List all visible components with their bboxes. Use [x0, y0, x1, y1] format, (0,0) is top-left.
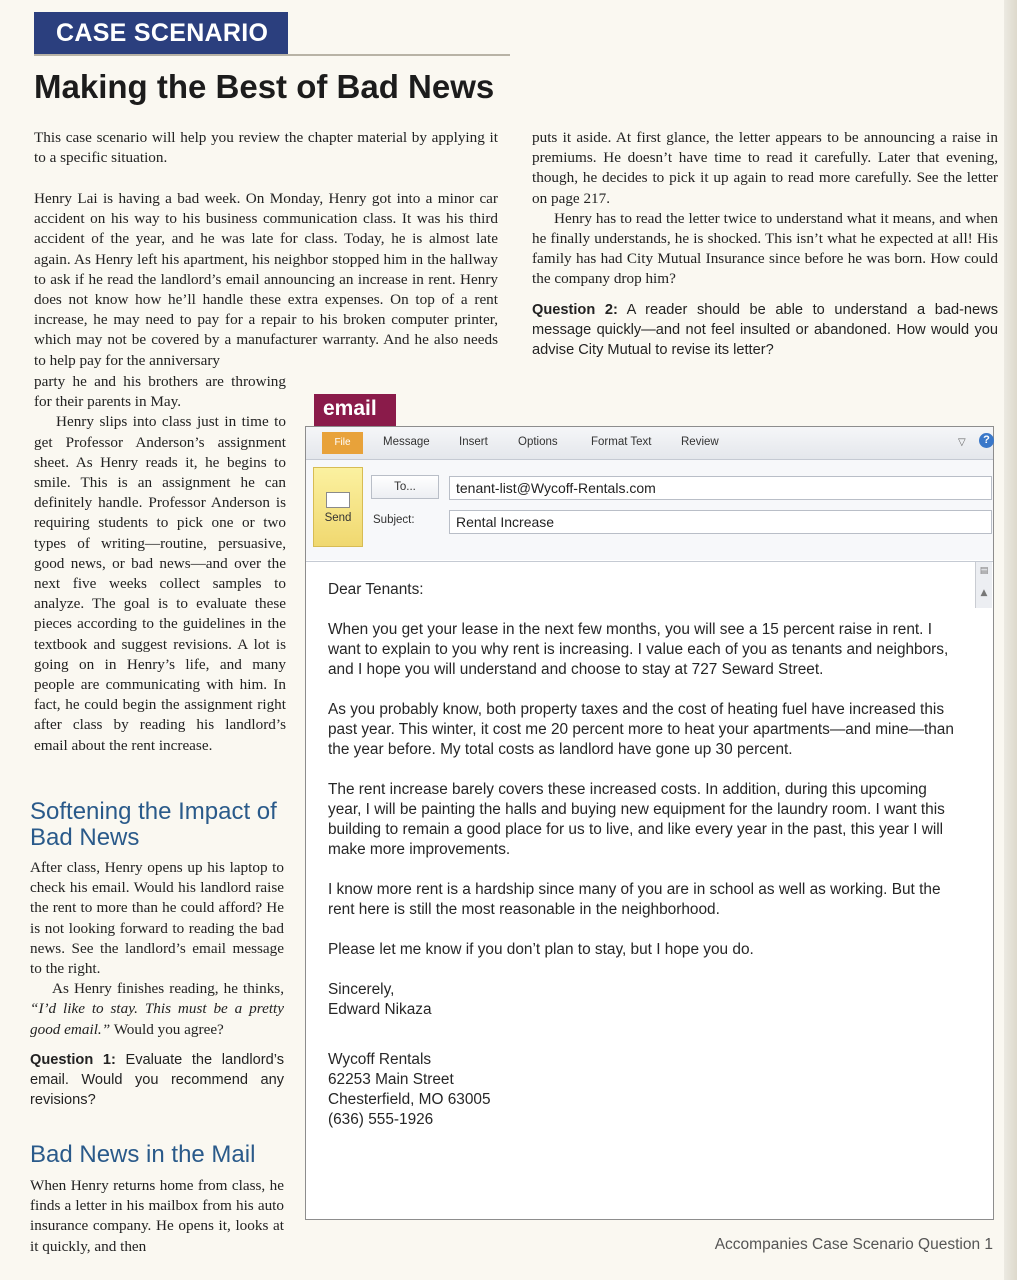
email-greeting: Dear Tenants: — [328, 581, 424, 598]
email-body — [328, 580, 958, 1130]
question-1: Question 1: Evaluate the landlord’s email. Would you recommend any revisions? — [30, 1052, 284, 1109]
envelope-icon — [326, 492, 350, 508]
header-divider — [306, 561, 993, 562]
heading-bad-news-mail: Bad News in the Mail — [30, 1141, 256, 1168]
figure-caption: Accompanies Case Scenario Question 1 — [714, 1236, 993, 1253]
email-figure-tab: email — [314, 394, 396, 426]
ribbon-tab-insert[interactable]: Insert — [459, 436, 488, 448]
left-paragraph-1: Henry Lai is having a bad week. On Monday, Henry got into a minor car accident on his way to his business communication class. It was his third accident of the year, and he was late for class. Today, he is almost late again. As Henry left his apartment, his neighbor stopped him in the hallway to ask if he read the landlord’s email announcing an increase in rent. Henry does not know how he’ll handle these extra expenses. On top of a rent increase, he may need to pay for a repair to his broken computer printer, which may not be covered by a manufacturer warranty. And he also needs to help pay for the anniversary — [34, 190, 498, 369]
left-paragraph-3: After class, Henry opens up his laptop to check his email. Would his landlord raise the rent to more than he could afford? He is not looking forward to reading the bad news. See the landlord’s email message to the right. — [30, 859, 284, 978]
question-2: Question 2: A reader should be able to understand a bad-news message quickly—and not feel insulted or abandoned. How would you advise City Mutual to revise its letter? — [532, 302, 998, 359]
to-button[interactable]: To... — [371, 475, 439, 499]
page-edge — [1004, 0, 1017, 1280]
ribbon-tab-options[interactable]: Options — [518, 436, 558, 448]
right-column — [532, 128, 998, 290]
left-paragraph-1b: party he and his brothers are throwing for their parents in May. — [34, 373, 286, 411]
signature-city: Chesterfield, MO 63005 — [328, 1091, 491, 1108]
to-field[interactable]: tenant-list@Wycoff-Rentals.com — [449, 476, 992, 500]
heading-softening-impact: Softening the Impact of Bad News — [30, 798, 277, 851]
attach-icon: ▤ — [979, 566, 989, 576]
ribbon-tab-format-text[interactable]: Format Text — [591, 436, 652, 448]
right-paragraph-2: Henry has to read the letter twice to understand what it means, and when he finally understands, he is shocked. This isn’t what he expected at all! His family has had City Mutual Insurance since before he was born. How could the company drop him? — [532, 209, 998, 288]
email-sender: Edward Nikaza — [328, 1001, 432, 1018]
page-title: Making the Best of Bad News — [34, 68, 495, 105]
ribbon-tab-message[interactable]: Message — [383, 436, 430, 448]
left-paragraph-4: As Henry finishes reading, he thinks, “I’d like to stay. This must be a pretty good email.” Would you agree? — [30, 980, 284, 1038]
signature-phone: (636) 555-1926 — [328, 1111, 434, 1128]
signature-company: Wycoff Rentals — [328, 1051, 432, 1068]
quote-text: “I’d like to stay. This must be a pretty good email.” — [30, 1000, 284, 1038]
send-button[interactable] — [313, 467, 363, 547]
left-paragraph-5: When Henry returns home from class, he finds a letter in his mailbox from his auto insurance company. He opens it, looks at it quickly, and then — [30, 1177, 284, 1255]
ribbon-collapse-icon[interactable]: ▽ — [958, 437, 966, 448]
email-closing: Sincerely, — [328, 981, 395, 998]
email-paragraph-5: Please let me know if you don’t plan to stay, but I hope you do. — [328, 941, 754, 958]
signature-street: 62253 Main Street — [328, 1071, 454, 1088]
send-label: Send — [324, 512, 352, 524]
subject-label: Subject: — [373, 514, 415, 526]
right-paragraph-1: puts it aside. At first glance, the letter appears to be announcing a raise in premiums. He doesn’t have time to read it carefully. Later that evening, though, he decides to pick it up again to read more carefully. See the letter on page 217. — [532, 129, 998, 207]
left-narrow-column — [34, 372, 286, 756]
email-paragraph-3: The rent increase barely covers these increased costs. In addition, during this upcoming year, I will be painting the halls and buying new equipment for the laundry room. I want this building to remain a good place for us to live, and like every year in the past, this year I will make more improvements. — [328, 781, 945, 858]
email-paragraph-4: I know more rent is a hardship since many of you are in school as well as working. But the rent here is still the most reasonable in the neighborhood. — [328, 881, 941, 918]
question-2-label: Question 2: — [532, 302, 618, 318]
left-paragraph-2: Henry slips into class just in time to get Professor Anderson’s assignment sheet. As Henry reads it, he begins to smile. This is an assignment he can definitely handle. Professor Anderson is requiring students to pick one or two types of writing—routine, persuasive, good news, or bad news—and over the next five weeks collect samples to analyze. The goal is to evaluate these pieces according to the guidelines in the textbook and suggest revisions. A lot is going on in Henry’s life, and many people are communicating with him. In fact, he could begin the assignment right after class by reading his landlord’s email about the rent increase. — [34, 413, 286, 754]
left-column-lower — [30, 858, 284, 1040]
case-scenario-banner: CASE SCENARIO — [34, 12, 288, 54]
banner-rule — [34, 54, 510, 56]
help-icon[interactable]: ? — [979, 433, 994, 448]
question-1-label: Question 1: — [30, 1052, 116, 1068]
email-paragraph-2: As you probably know, both property taxes and the cost of heating fuel have increased this past year. This winter, it cost me 20 percent more to heat your apartments—and mine—than the year before. My total costs as landlord have gone up 30 percent. — [328, 701, 954, 758]
ribbon-tab-file[interactable]: File — [322, 432, 363, 454]
subject-field[interactable]: Rental Increase — [449, 510, 992, 534]
scroll-up-icon[interactable]: ▲ — [980, 588, 988, 598]
email-paragraph-1: When you get your lease in the next few months, you will see a 15 percent raise in rent. I want to explain to you why rent is increasing. I value each of you as tenants and neighbors, and I hope you will understand and choose to stay at 727 Seward Street. — [328, 621, 949, 678]
ribbon-tab-review[interactable]: Review — [681, 436, 719, 448]
scrollbar[interactable] — [975, 562, 992, 608]
intro-text: This case scenario will help you review the chapter material by applying it to a specific situation. — [34, 129, 498, 167]
